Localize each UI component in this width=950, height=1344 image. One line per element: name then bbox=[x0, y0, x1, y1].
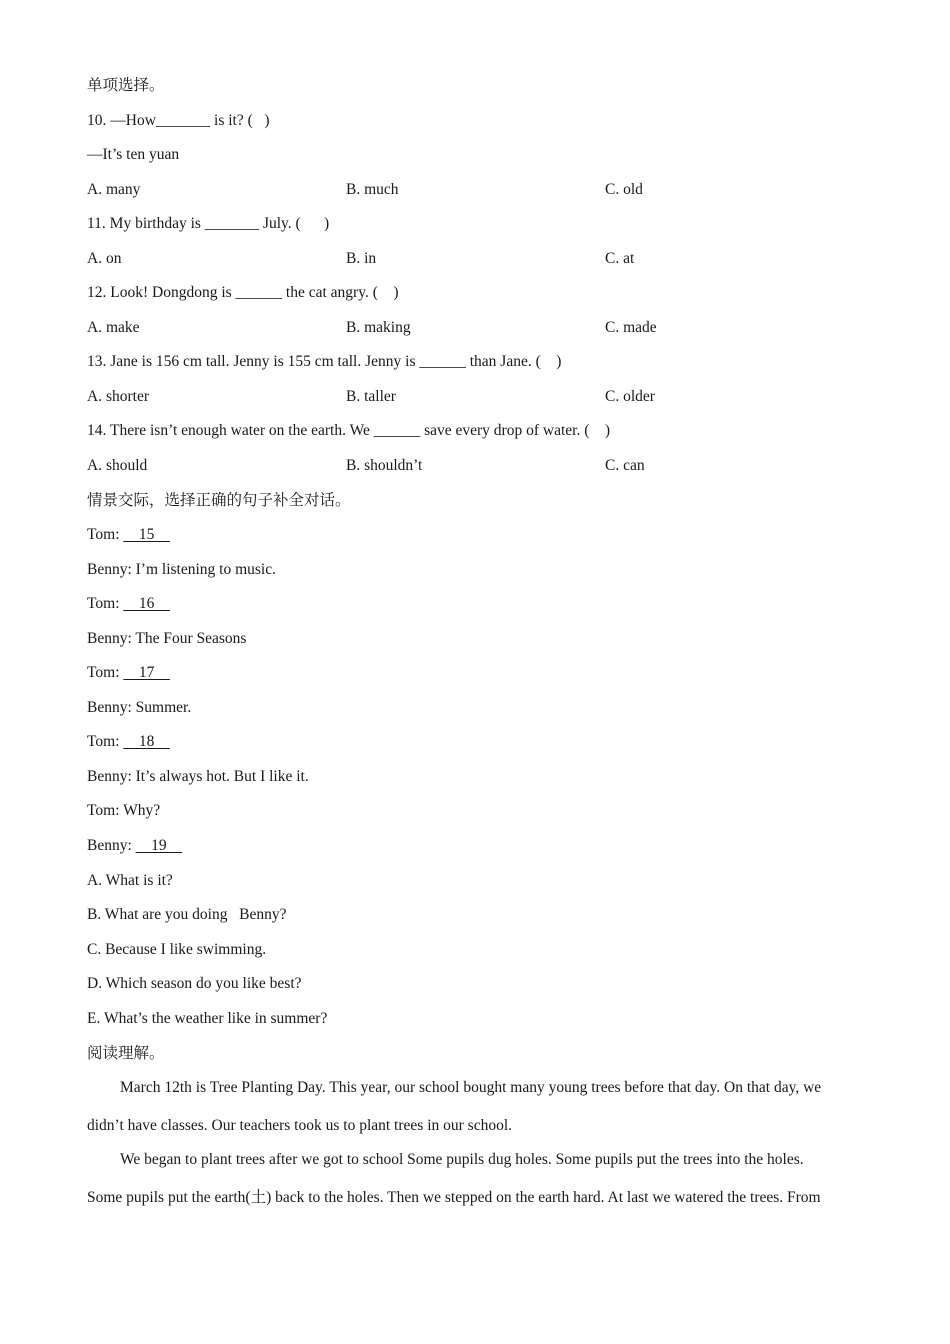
dialogue-line-benny-19 bbox=[87, 836, 182, 856]
section-heading-dialogue: 情景交际，选择正确的句子补全对话。 bbox=[87, 492, 351, 509]
question-14-option-a: A. should bbox=[87, 457, 148, 474]
question-10-answer-line: —It’s ten yuan bbox=[87, 146, 180, 163]
question-11-option-a: A. on bbox=[87, 250, 122, 267]
question-11-option-c: C. at bbox=[605, 250, 635, 267]
question-12-option-b: B. making bbox=[346, 319, 411, 336]
dialogue-choice-a: A. What is it? bbox=[87, 872, 173, 889]
dialogue-line-tom-16 bbox=[87, 594, 170, 614]
question-12-stem: 12. Look! Dongdong is ______ the cat angry. ( ) bbox=[87, 284, 399, 301]
dialogue-choice-d: D. Which season do you like best? bbox=[87, 975, 302, 992]
reading-paragraph-2-line-1: We began to plant trees after we got to school Some pupils dug holes. Some pupils put the trees into the holes. bbox=[120, 1151, 804, 1168]
question-13-option-c: C. older bbox=[605, 388, 655, 405]
reading-paragraph-1-line-1: March 12th is Tree Planting Day. This year, our school bought many young trees before that day. On that day, we bbox=[120, 1079, 822, 1096]
question-13-stem: 13. Jane is 156 cm tall. Jenny is 155 cm tall. Jenny is ______ than Jane. ( ) bbox=[87, 353, 562, 370]
blank-15: 15 bbox=[123, 526, 170, 543]
question-13-option-a: A. shorter bbox=[87, 388, 149, 405]
dialogue-line-tom-17 bbox=[87, 663, 170, 683]
dialogue-line-tom-18 bbox=[87, 732, 170, 752]
question-10-option-b: B. much bbox=[346, 181, 399, 198]
question-11-option-b: B. in bbox=[346, 250, 377, 267]
speaker-label: Benny: bbox=[87, 837, 136, 854]
dialogue-line-benny: Benny: It’s always hot. But I like it. bbox=[87, 768, 309, 785]
dialogue-line-benny: Benny: The Four Seasons bbox=[87, 630, 247, 647]
question-13-option-b: B. taller bbox=[346, 388, 396, 405]
question-11-stem: 11. My birthday is _______ July. ( ) bbox=[87, 215, 330, 232]
blank-16: 16 bbox=[123, 595, 170, 612]
reading-paragraph-1-line-2: didn’t have classes. Our teachers took us to plant trees in our school. bbox=[87, 1117, 513, 1134]
reading-paragraph-2-line-2: Some pupils put the earth(土) back to the holes. Then we stepped on the earth hard. At last we watered the trees. From bbox=[87, 1189, 821, 1206]
question-10-option-c: C. old bbox=[605, 181, 643, 198]
dialogue-line-tom: Tom: Why? bbox=[87, 802, 161, 819]
speaker-label: Tom: bbox=[87, 664, 124, 681]
question-14-option-b: B. shouldn’t bbox=[346, 457, 423, 474]
question-10-option-a: A. many bbox=[87, 181, 141, 198]
speaker-label: Tom: bbox=[87, 733, 124, 750]
dialogue-choice-c: C. Because I like swimming. bbox=[87, 941, 267, 958]
question-14-stem: 14. There isn’t enough water on the earth. We ______ save every drop of water. ( ) bbox=[87, 422, 611, 439]
dialogue-line-benny: Benny: I’m listening to music. bbox=[87, 561, 276, 578]
blank-17: 17 bbox=[123, 664, 170, 681]
question-12-option-c: C. made bbox=[605, 319, 657, 336]
blank-19: 19 bbox=[135, 837, 183, 854]
blank-18: 18 bbox=[123, 733, 170, 750]
dialogue-choice-b: B. What are you doing Benny? bbox=[87, 906, 287, 923]
dialogue-line-tom-15 bbox=[87, 525, 170, 545]
section-heading-single-choice: 单项选择。 bbox=[87, 77, 165, 94]
question-12-option-a: A. make bbox=[87, 319, 140, 336]
question-14-option-c: C. can bbox=[605, 457, 645, 474]
dialogue-line-benny: Benny: Summer. bbox=[87, 699, 192, 716]
question-10-stem: 10. —How_______ is it? ( ) bbox=[87, 112, 270, 129]
speaker-label: Tom: bbox=[87, 595, 124, 612]
speaker-label: Tom: bbox=[87, 526, 124, 543]
dialogue-choice-e: E. What’s the weather like in summer? bbox=[87, 1010, 328, 1027]
section-heading-reading: 阅读理解。 bbox=[87, 1045, 165, 1062]
